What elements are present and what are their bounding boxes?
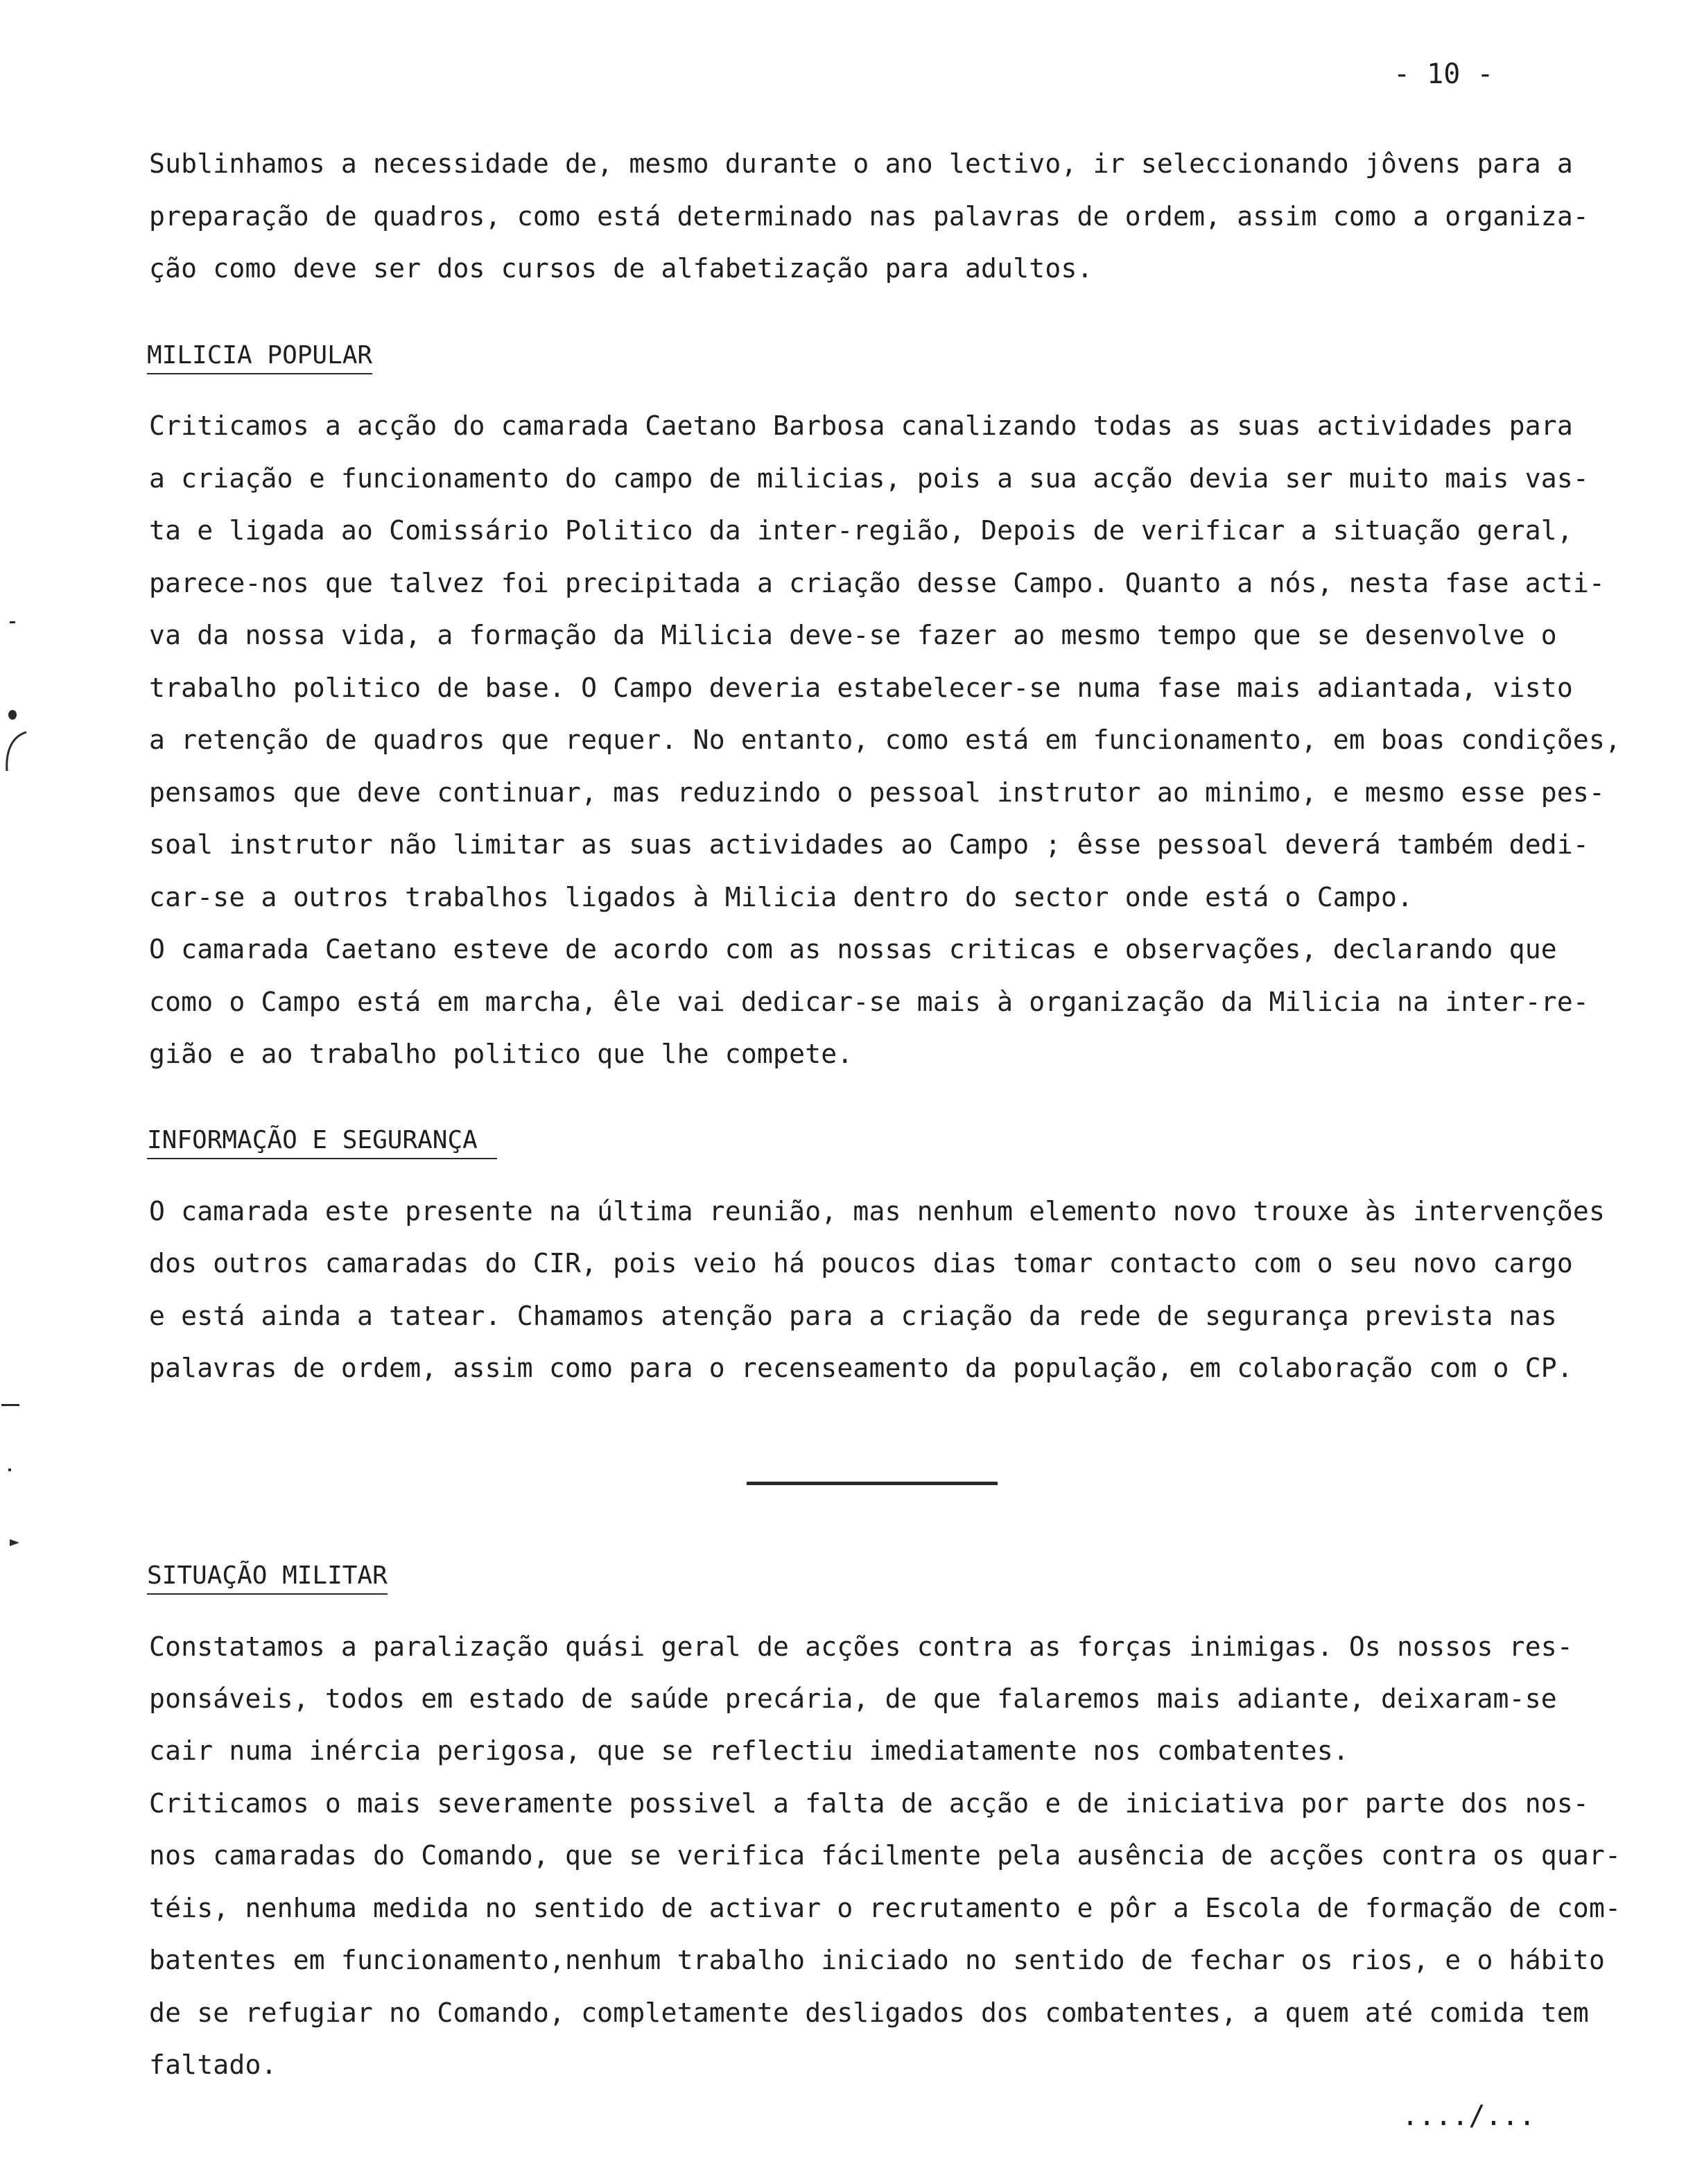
milicia-line: soal instrutor não limitar as suas actividades ao Campo ; êsse pessoal deverá também dedi- [149,829,1590,860]
militar-line: batentes em funcionamento,nenhum trabalho iniciado no sentido de fechar os rios, e o hábito [149,1945,1606,1975]
militar-line: nos camaradas do Comando, que se verifica fácilmente pela ausência de acções contra os quar- [149,1840,1622,1871]
section-heading-informacao: INFORMAÇÃO E SEGURANÇA [147,1125,497,1159]
page-number: - 10 - [1393,58,1494,90]
milicia-line: O camarada Caetano esteve de acordo com as nossas criticas e observações, declarando que [149,934,1557,964]
section-heading-milicia: MILICIA POPULAR [147,340,372,374]
scan-mark [3,729,31,799]
milicia-line: a retenção de quadros que requer. No entanto, como está em funcionamento, em boas condições, [149,725,1622,755]
militar-line: Constatamos a paralização quási geral de acções contra as forças inimigas. Os nossos res- [149,1631,1573,1662]
scan-mark [1,1404,19,1406]
milicia-line: pensamos que deve continuar, mas reduzindo o pessoal instrutor ao minimo, e mesmo esse pes- [149,777,1606,808]
section-heading-militar: SITUAÇÃO MILITAR [147,1560,388,1595]
militar-line: cair numa inércia perigosa, que se reflectiu imediatamente nos combatentes. [149,1735,1349,1766]
militar-line: ponsáveis, todos em estado de saúde precária, de que falaremos mais adiante, deixaram-se [149,1683,1557,1714]
scan-mark [8,710,17,720]
continuation-mark: ..../... [1402,2100,1536,2132]
milicia-line: a criação e funcionamento do campo de milicias, pois a sua acção devia ser muito mais vas- [149,463,1590,494]
milicia-line: Criticamos a acção do camarada Caetano Barbosa canalizando todas as suas actividades para [149,410,1573,441]
militar-line: de se refugiar no Comando, completamente desligados dos combatentes, a quem até comida tem [149,1997,1590,2028]
informacao-line: O camarada este presente na última reunião, mas nenhum elemento novo trouxe às intervenções [149,1196,1606,1227]
intro-line: preparação de quadros, como está determinado nas palavras de ordem, assim como a organiza- [149,201,1590,232]
milicia-line: parece-nos que talvez foi precipitada a criação desse Campo. Quanto a nós, nesta fase acti- [149,568,1606,598]
milicia-line: como o Campo está em marcha, êle vai dedicar-se mais à organização da Milicia na inter-re- [149,987,1590,1017]
informacao-line: dos outros camaradas do CIR, pois veio há poucos dias tomar contacto com o seu novo cargo [149,1248,1573,1279]
milicia-line: trabalho politico de base. O Campo deveria estabelecer-se numa fase mais adiantada, visto [149,673,1573,703]
scan-mark [8,1468,11,1471]
milicia-line: car-se a outros trabalhos ligados à Milicia dentro do sector onde está o Campo. [149,882,1414,912]
militar-line: téis, nenhuma medida no sentido de activar o recrutamento e pôr a Escola de formação de com- [149,1893,1622,1923]
informacao-line: palavras de ordem, assim como para o recenseamento da população, em colaboração com o CP. [149,1353,1573,1383]
militar-line: faltado. [149,2049,277,2080]
milicia-line: gião e ao trabalho politico que lhe compete. [149,1039,853,1069]
militar-line: Criticamos o mais severamente possivel a falta de acção e de iniciativa por parte dos nos- [149,1788,1590,1819]
intro-line: ção como deve ser dos cursos de alfabetização para adultos. [149,253,1093,284]
milicia-line: ta e ligada ao Comissário Politico da inter-região, Depois de verificar a situação geral, [149,515,1573,546]
intro-line: Sublinhamos a necessidade de, mesmo durante o ano lectivo, ir seleccionando jôvens para a [149,148,1573,179]
scan-mark [10,621,15,623]
section-divider [747,1482,998,1485]
informacao-line: e está ainda a tatear. Chamamos atenção para a criação da rede de segurança prevista nas [149,1301,1557,1331]
milicia-line: va da nossa vida, a formação da Milicia deve-se fazer ao mesmo tempo que se desenvolve o [149,620,1557,650]
scan-mark [10,1538,24,1548]
